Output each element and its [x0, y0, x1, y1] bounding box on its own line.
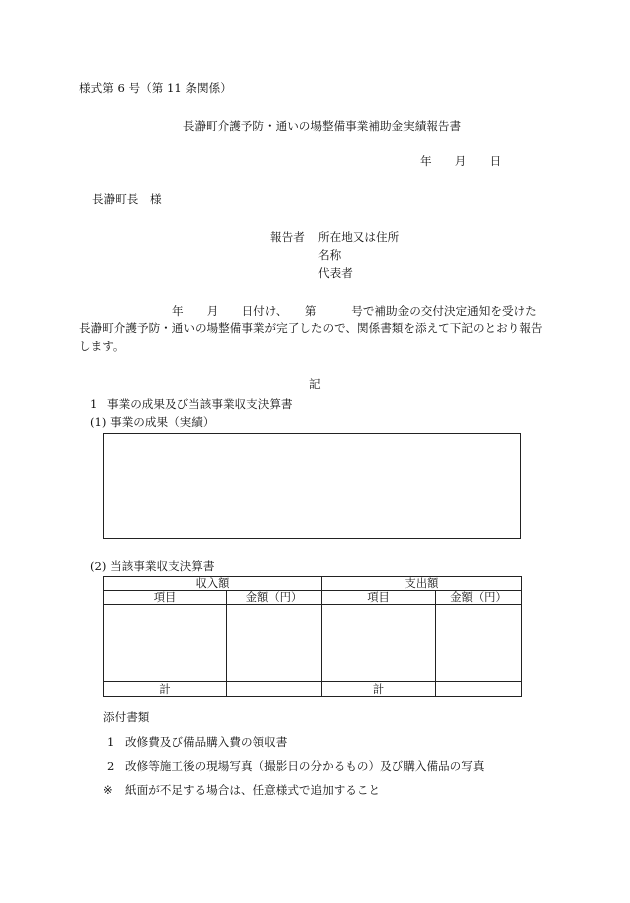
document-title: 長瀞町介護予防・通いの場整備事業補助金実績報告書 — [182, 119, 462, 133]
expense-amount-header: 金額（円） — [436, 591, 522, 605]
income-amount-cell — [227, 605, 322, 682]
attachments-heading: 添付書類 — [103, 710, 150, 724]
reporter-address-label: 所在地又は住所 — [318, 230, 400, 244]
expense-total-label: 計 — [322, 682, 436, 697]
income-total-value — [227, 682, 322, 697]
attachment-item: 改修費及び備品購入費の領収書 — [125, 735, 288, 749]
expense-total-value — [436, 682, 522, 697]
section1-heading: 事業の成果及び当該事業収支決算書 — [107, 397, 293, 411]
table-total-row — [104, 682, 522, 697]
body-line: します。 — [79, 339, 125, 353]
subsection1-heading: (1) 事業の成果（実績） — [90, 415, 215, 429]
expense-amount-cell — [436, 605, 522, 682]
subsection2-heading: (2) 当該事業収支決算書 — [90, 559, 215, 573]
reporter-representative-label: 代表者 — [318, 266, 353, 280]
attachment-item: 改修等施工後の現場写真（撮影日の分かるもの）及び購入備品の写真 — [125, 759, 485, 773]
expense-item-header: 項目 — [322, 591, 436, 605]
attachment-number: 1 — [107, 735, 115, 749]
expense-header: 支出額 — [322, 577, 522, 591]
body-line: 年 月 日付け、 第 号で補助金の交付決定通知を受けた — [172, 304, 537, 318]
date-line: 年 月 日 — [420, 154, 502, 168]
table-header-row — [104, 577, 522, 591]
income-item-header: 項目 — [104, 591, 227, 605]
attachment-number: 2 — [107, 759, 115, 773]
income-amount-header: 金額（円） — [227, 591, 322, 605]
income-total-label: 計 — [104, 682, 227, 697]
income-header: 収入額 — [104, 577, 322, 591]
reporter-name-label: 名称 — [318, 248, 342, 262]
expense-item-cell — [322, 605, 436, 682]
table-subheader-row — [104, 591, 522, 605]
record-mark: 記 — [309, 377, 321, 391]
results-box — [103, 433, 521, 539]
reporter-label: 報告者 — [270, 230, 305, 244]
form-number: 様式第 6 号（第 11 条関係） — [79, 81, 232, 95]
table-row — [104, 605, 522, 682]
body-line: 長瀞町介護予防・通いの場整備事業が完了したので、関係書類を添えて下記のとおり報告 — [79, 321, 543, 335]
section1-number: 1 — [90, 397, 98, 411]
note-mark: ※ — [103, 783, 113, 797]
budget-table — [103, 576, 522, 697]
addressee: 長瀞町長 様 — [92, 192, 162, 206]
income-item-cell — [104, 605, 227, 682]
note-text: 紙面が不足する場合は、任意様式で追加すること — [125, 783, 381, 797]
